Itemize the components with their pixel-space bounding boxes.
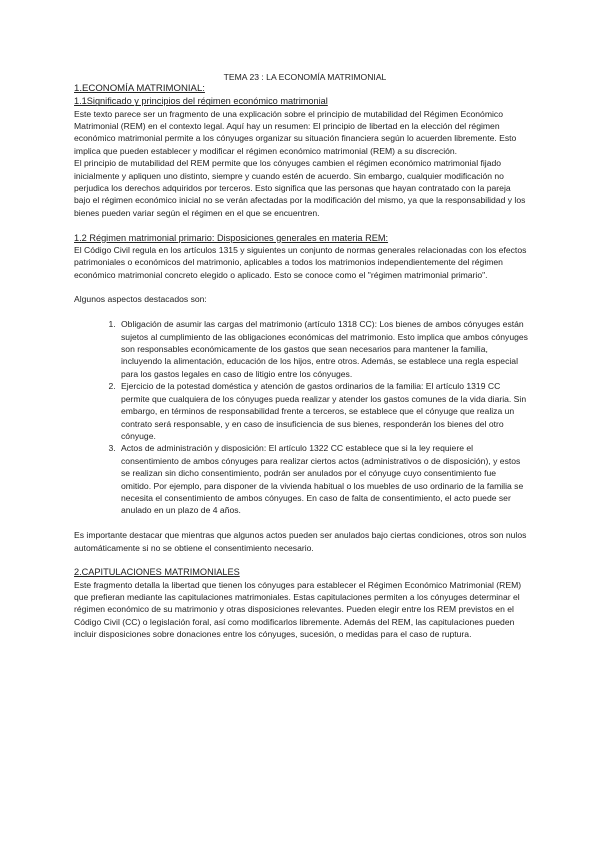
list-item: 2. Ejercicio de la potestad doméstica y atención de gastos ordinarios de la familia: El artículo 1319 CC permite que cualquiera de los cónyuges pueda realizar y atender los gastos comunes de la vida diaria. Sin embargo, en términos de responsabilidad frente a terceros, se establece que el cónyuge que realiza un contrato será responsable, y en caso de insuficiencia de sus bienes, responderán los bienes del otro cónyuge.	[118, 380, 528, 442]
spacer	[74, 219, 528, 231]
section-1-2-paragraph-3: Es importante destacar que mientras que algunos actos pueden ser anulados bajo ciertas condiciones, otros son nulos automáticamente si no se obtiene el consentimiento necesario.	[74, 530, 527, 553]
section-1-2-paragraph-1: El Código Civil regula en los artículos 1315 y siguientes un conjunto de normas generales relacionadas con los efectos patrimoniales o económicos del matrimonio, aplicables a todos los matrimonios independientemente del régimen económico matrimonial concreto elegido o aplicado. Esto se conoce como el "régimen matrimonial primario".	[74, 244, 527, 280]
document-title: TEMA 23 : LA ECONOMÍA MATRIMONIAL	[223, 72, 387, 82]
section-1-2-heading: 1.2 Régimen matrimonial primario: Disposiciones generales en materia REM:	[74, 232, 389, 243]
spacer	[74, 517, 528, 529]
list-item: 3. Actos de administración y disposición: El artículo 1322 CC establece que si la ley requiere el consentimiento de ambos cónyuges para realizar ciertos actos (administrativos o de disposición), y estos se realizan sin dicho consentimiento, podrán ser anulados por el cónyuge cuyo consentimiento fue omitido. Por ejemplo, para disponer de la vivienda habitual o los muebles de uso ordinario de la familia se necesita el consentimiento de ambos cónyuges. En caso de falta de consentimiento, el acto puede ser anulado en un plazo de 4 años.	[118, 442, 528, 516]
section-1-1-heading: 1.1Significado y principios del régimen económico matrimonial	[74, 96, 328, 107]
numbered-list	[74, 318, 528, 517]
spacer	[74, 306, 528, 318]
section-1-2-paragraph-2: Algunos aspectos destacados son:	[74, 294, 207, 305]
spacer	[74, 281, 528, 293]
spacer	[74, 554, 528, 566]
section-1-heading: 1.ECONOMÍA MATRIMONIAL:	[74, 83, 205, 95]
section-1-1-paragraph-2: El principio de mutabilidad del REM permite que los cónyuges cambien el régimen económico matrimonial fijado inicialmente y apliquen uno distinto, siempre y cuando estén de acuerdo. Sin embargo, cualquier modificación no perjudica los derechos adquiridos por terceros. Esto significa que las personas que hayan contratado con la pareja bajo el régimen económico inicial no se verán afectadas por la modificación del mismo, ya que la responsabilidad y los bienes pueden variar según el régimen en el que se encuentren.	[74, 158, 526, 218]
list-item: 1. Obligación de asumir las cargas del matrimonio (artículo 1318 CC): Los bienes de ambos cónyuges están sujetos al cumplimiento de las obligaciones económicas del matrimonio. Esto implica que ambos cónyuges son responsables económicamente de los gastos que sean necesarios para mantener la familia, incluyendo la alimentación, educación de los hijos, entre otros. Además, se establece una regla especial para los gastos legales en caso de litigio entre los cónyuges.	[118, 318, 528, 380]
section-2-paragraph-1: Este fragmento detalla la libertad que tienen los cónyuges para establecer el Régimen Económico Matrimonial (REM) que prefieran mediante las capitulaciones matrimoniales. Estas capitulaciones permiten a los cónyuges determinar el régimen económico de su matrimonio y otras disposiciones relevantes. Pueden elegir entre los REM previstos en el Código Civil (CC) o legislación foral, así como modificarlos libremente. Además del REM, las capitulaciones pueden incluir disposiciones sobre donaciones entre los cónyuges, sucesión, o medidas para el caso de ruptura.	[74, 579, 522, 640]
section-1-1-paragraph-1: Este texto parece ser un fragmento de una explicación sobre el principio de mutabilidad del Régimen Económico Matrimonial (REM) en el contexto legal. Aquí hay un resumen: El principio de libertad en la elección del régimen económico matrimonial permite a los cónyuges organizar su situación financiera según lo acuerden libremente. Esto implica que pueden establecer y modificar el régimen económico matrimonial (REM) a su discreción.	[74, 108, 517, 156]
section-2-heading: 2.CAPITULACIONES MATRIMONIALES	[74, 567, 240, 578]
